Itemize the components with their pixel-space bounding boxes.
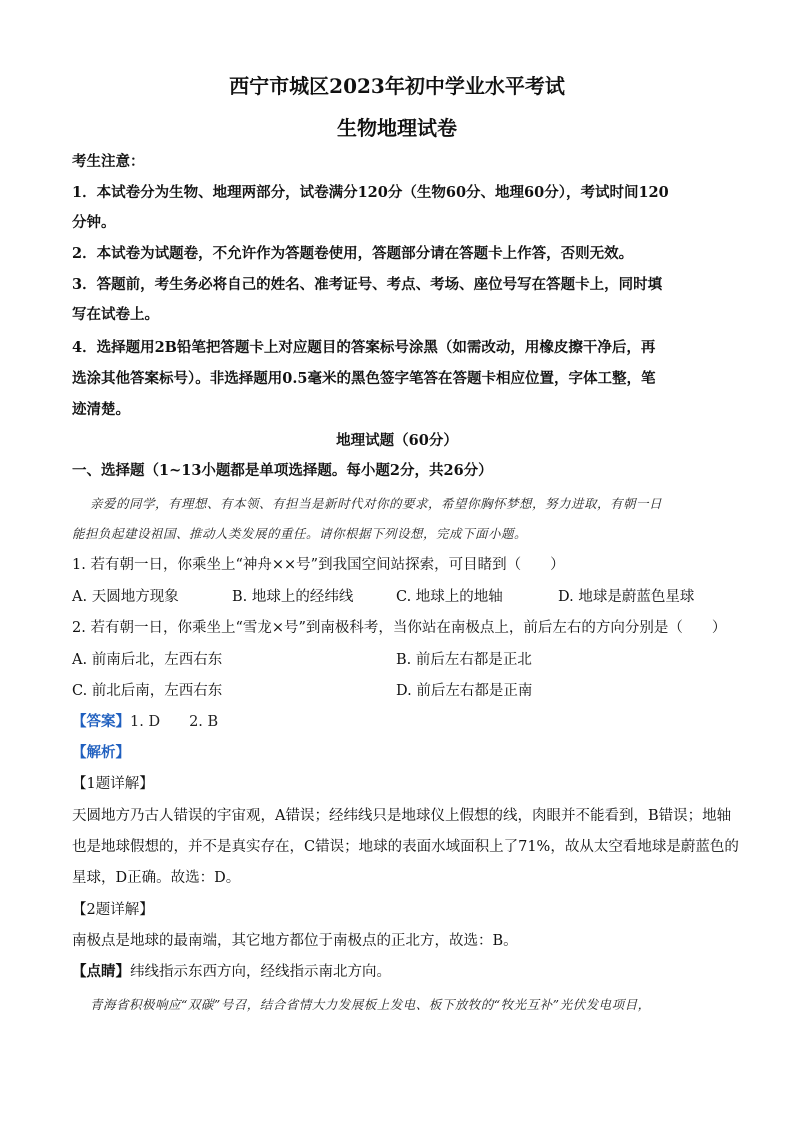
q1-option-c: C. 地球上的地轴 [396, 589, 503, 605]
answer-value: 1. D 2. B [130, 714, 219, 730]
exam-title: 西宁市城区2023年初中学业水平考试 [229, 74, 565, 98]
q1-option-a: A. 天圆地方现象 [72, 589, 179, 605]
part-heading: 一、选择题（1~13小题都是单项选择题。每小题2分，共26分） [72, 462, 493, 479]
notice-item-3a: 3．答题前，考生务必将自己的姓名、准考证号、考点、考场、座位号写在答题卡上，同时填 [72, 276, 663, 293]
question-1-stem: 1. 若有朝一日，你乘坐上“神舟××号”到我国空间站探索，可目睹到（ ） [72, 557, 565, 573]
next-intro-line-1: 青海省积极响应“双碳”号召，结合省情大力发展板上发电、板下放牧的“牧光互补”光伏发电项目， [90, 997, 651, 1012]
tip-text: 纬线指示东西方向，经线指示南北方向。 [130, 964, 391, 980]
detail-1-line-3: 星球，D正确。故选：D。 [72, 870, 241, 886]
section-title: 地理试题（60分） [336, 432, 458, 449]
exam-subtitle: 生物地理试卷 [337, 116, 457, 140]
tip-row [72, 962, 732, 982]
intro-line-2: 能担负起建设祖国、推动人类发展的重任。请你根据下列设想，完成下面小题。 [72, 526, 528, 541]
intro-line-1: 亲爱的同学，有理想、有本领、有担当是新时代对你的要求，希望你胸怀梦想，努力进取，有朝一日 [90, 496, 663, 511]
notice-item-1b: 分钟。 [72, 214, 116, 231]
q1-option-b: B. 地球上的经纬线 [232, 589, 354, 605]
detail-1-line-1: 天圆地方乃古人错误的宇宙观，A错误；经纬线只是地球仪上假想的线，肉眼并不能看到，B错误；地轴 [72, 808, 732, 824]
detail-1-tag: 【1题详解】 [72, 776, 154, 792]
notice-item-1a: 1．本试卷分为生物、地理两部分，试卷满分120分（生物60分、地理60分），考试时间120 [72, 184, 669, 201]
question-2-stem: 2. 若有朝一日，你乘坐上“雪龙×号”到南极科考，当你站在南极点上，前后左右的方向分别是（ ） [72, 620, 727, 636]
answer-row [72, 712, 732, 732]
analysis-row [72, 743, 732, 763]
tip-tag: 【点睛】 [72, 963, 130, 980]
notice-item-4b: 选涂其他答案标号）。非选择题用0.5毫米的黑色签字笔答在答题卡相应位置，字体工整，笔 [72, 370, 656, 387]
notice-item-4a: 4．选择题用2B铅笔把答题卡上对应题目的答案标号涂黑（如需改动，用橡皮擦干净后，再 [72, 339, 656, 356]
notice-item-2: 2．本试卷为试题卷，不允许作为答题卷使用，答题部分请在答题卡上作答，否则无效。 [72, 245, 634, 262]
notice-heading: 考生注意： [72, 153, 145, 170]
detail-2-line-1: 南极点是地球的最南端，其它地方都位于南极点的正北方，故选：B。 [72, 933, 518, 949]
answer-tag: 【答案】 [72, 713, 130, 730]
detail-1-line-2: 也是地球假想的，并不是真实存在，C错误；地球的表面水域面积上了71%，故从太空看地球是蔚蓝色的 [72, 839, 739, 855]
q2-option-b: B. 前后左右都是正北 [396, 652, 532, 668]
q1-option-d: D. 地球是蔚蓝色星球 [558, 589, 695, 605]
analysis-tag: 【解析】 [72, 744, 130, 761]
notice-item-3b: 写在试卷上。 [72, 306, 159, 323]
q2-option-c: C. 前北后南，左西右东 [72, 683, 223, 699]
q2-option-d: D. 前后左右都是正南 [396, 683, 533, 699]
detail-2-tag: 【2题详解】 [72, 902, 154, 918]
notice-item-4c: 迹清楚。 [72, 401, 130, 418]
q2-option-a: A. 前南后北，左西右东 [72, 652, 223, 668]
